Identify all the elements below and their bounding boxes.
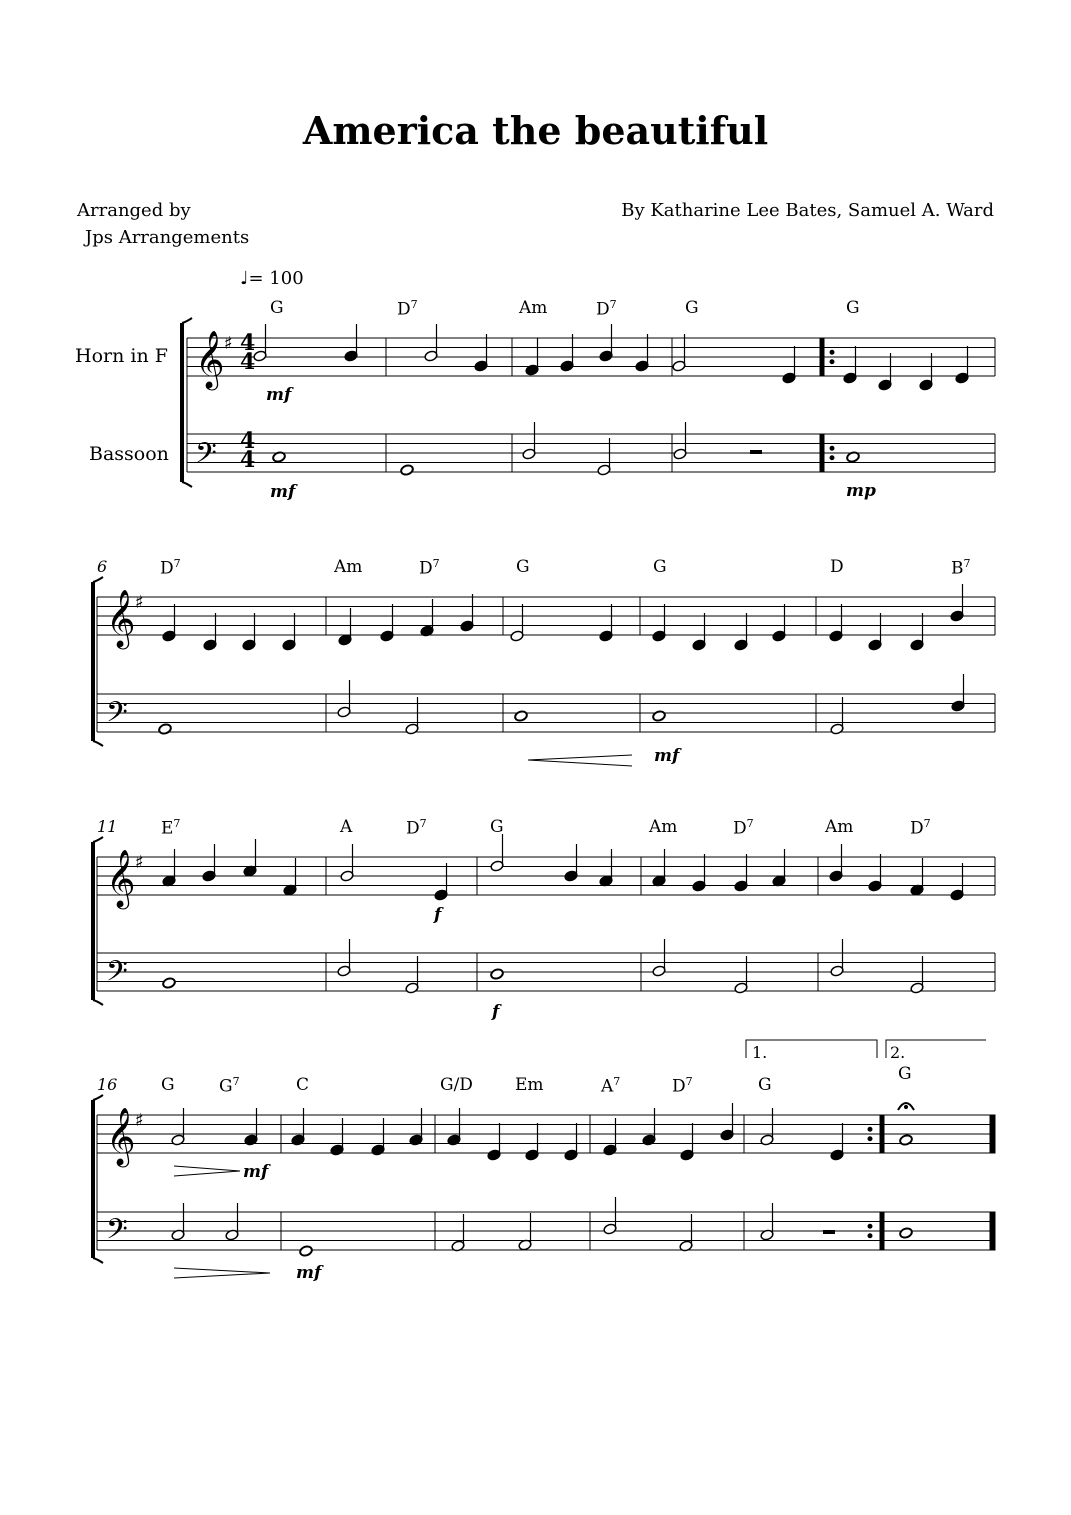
chord-symbol: Em [515,1075,544,1095]
arranger-label: Arranged by [77,200,191,221]
measure-number: 6 [97,557,108,576]
notehead [514,710,528,722]
svg-text:4: 4 [240,428,256,454]
chord-symbol: G [161,1075,175,1095]
repeat-dot [830,456,834,460]
chord-symbol: Am [825,817,854,837]
sharp-icon: ♯ [135,852,144,873]
final-bar [990,1212,995,1250]
chord-symbol: G/D [440,1075,473,1095]
chord-symbol: Am [334,557,363,577]
chord-symbol: $D^7$ [910,817,931,839]
chord-symbol: G [490,817,504,837]
composer: By Katharine Lee Bates, Samuel A. Ward [621,200,994,221]
notehead [899,1134,913,1146]
sharp-icon: ♯ [224,333,233,354]
chord-symbol: $D^7$ [160,557,181,579]
chord-symbol: G [685,298,699,318]
chord-symbol: G [653,557,667,577]
chord-symbol: $E^7$ [161,817,181,839]
dynamic-mark: mf [296,1263,322,1283]
dynamic-mark: mf [270,482,296,502]
chord-symbol: $D^7$ [596,298,617,320]
chord-symbol: $D^7$ [419,557,440,579]
repeat-dot [868,1224,872,1228]
chord-symbol: $D^7$ [672,1075,693,1097]
bass-clef-icon: 𝄢 [106,1213,128,1253]
chord-symbol: $B^7$ [951,557,971,579]
notehead [400,464,414,476]
score-title: America the beautiful [302,108,769,153]
chord-symbol: G [846,298,860,318]
notehead [299,1245,313,1257]
bass-clef-icon: 𝄢 [195,437,217,477]
repeat-dot [830,446,834,450]
chord-symbol: $G^7$ [219,1075,240,1097]
tempo-mark: ♩= 100 [240,268,304,289]
measure-number: 16 [97,1075,118,1094]
staff-lines [97,338,995,1250]
volta-first: 1. [752,1043,768,1062]
treble-clef-icon: 𝄞 [195,330,225,388]
treble-clef-icon: 𝄞 [106,849,136,907]
notehead [162,977,176,989]
chord-symbol: A [340,817,353,837]
chord-symbol: C [296,1075,310,1095]
dynamic-mark: f [434,905,442,925]
volta-second: 2. [890,1043,906,1062]
dynamic-mark: mf [654,746,680,766]
repeat-dot [830,360,834,364]
svg-text:4: 4 [240,349,256,375]
svg-text:4: 4 [240,330,256,356]
treble-clef-icon: 𝄞 [106,589,136,647]
rest-icon [823,1230,835,1234]
chord-symbol: G [898,1064,912,1084]
repeat-bar [880,1115,884,1153]
repeat-bar [880,1212,884,1250]
final-bar [990,1115,995,1153]
repeat-dot [868,1234,872,1238]
repeat-dot [868,1137,872,1141]
measure-number: 11 [97,817,118,836]
dynamic-mark: mf [266,385,292,405]
arranger-name: Jps Arrangements [85,227,250,248]
repeat-dot [830,350,834,354]
hairpins [174,755,632,1278]
chord-symbol: $D^7$ [397,298,418,320]
dynamic-mark: mf [243,1162,269,1182]
repeat-bar [820,338,824,376]
notehead [899,1227,913,1239]
svg-text:4: 4 [240,447,256,473]
notehead [652,710,666,722]
quarter-note-icon: ♩ [240,268,249,289]
chord-symbol: $D^7$ [733,817,754,839]
repeat-bar [820,434,824,472]
chord-symbol: Am [649,817,678,837]
chord-symbol: G [758,1075,772,1095]
treble-clef-icon: 𝄞 [106,1107,136,1165]
time-signatures [240,330,255,473]
dynamic-mark: mp [846,481,876,501]
chord-symbol: Am [519,298,548,318]
sharp-icon: ♯ [135,1110,144,1131]
sharp-icon: ♯ [135,592,144,613]
rest-icon [750,450,762,454]
notes-layer [158,324,969,1257]
bass-clef-icon: 𝄢 [106,696,128,736]
chord-symbol: $A^7$ [601,1075,621,1097]
bass-clef-icon: 𝄢 [106,955,128,995]
dynamic-mark: f [492,1002,500,1022]
chord-symbol: G [270,298,284,318]
volta-brackets [746,1040,986,1058]
instrument-bassoon: Bassoon [89,443,169,465]
repeat-dot [868,1127,872,1131]
notehead [490,968,504,980]
chord-symbol: G [516,557,530,577]
chord-symbol: $D^7$ [406,817,427,839]
notehead [158,723,172,735]
instrument-horn: Horn in F [75,345,168,367]
chord-symbol: D [830,557,844,577]
fermata-icon [898,1103,914,1110]
